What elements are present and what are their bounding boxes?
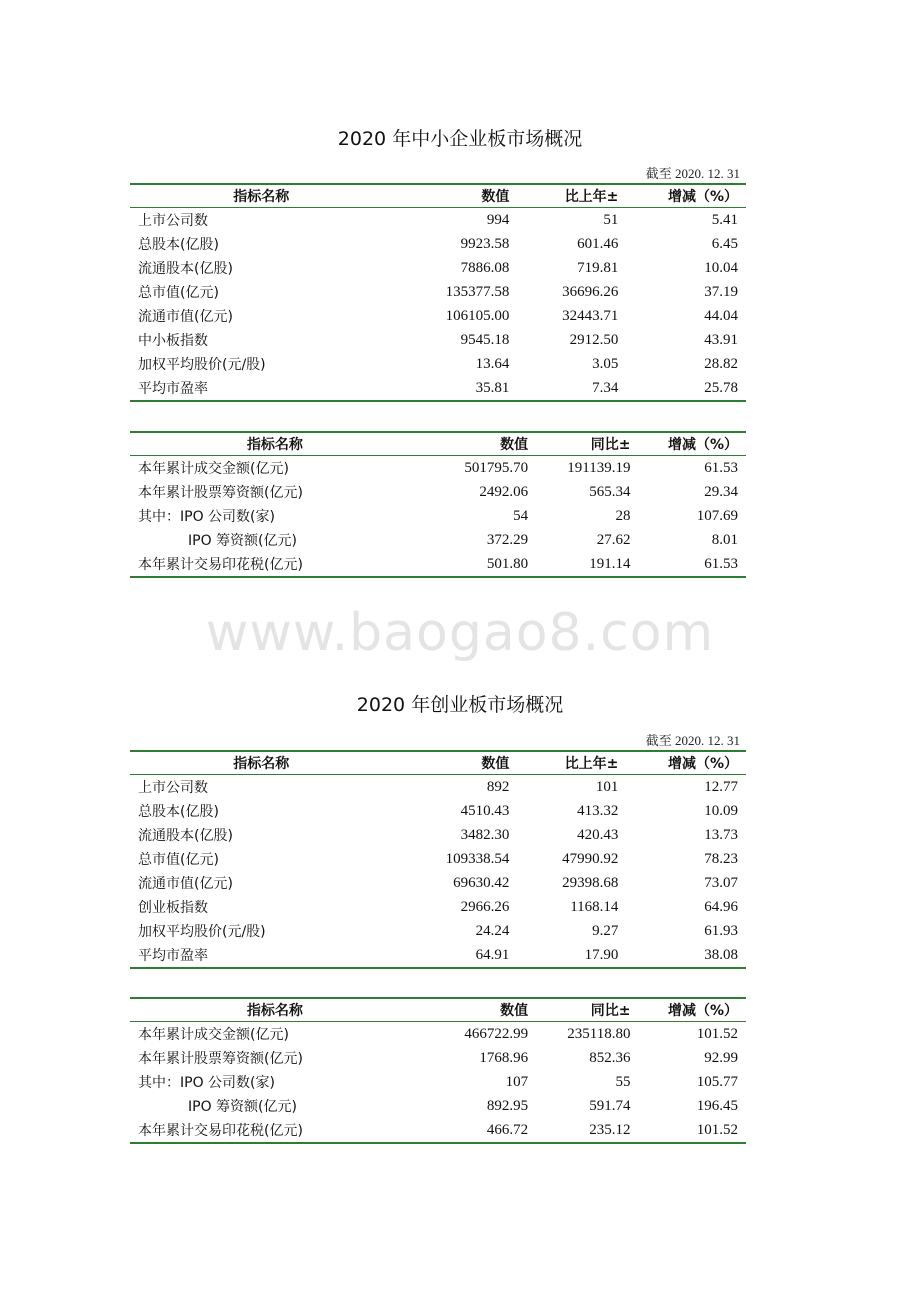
cell-value: 413.32 [577,802,619,819]
cell-value: 466722.99 [464,1025,529,1042]
cell-value: 3482.30 [460,826,510,843]
cell-value: 852.36 [589,1049,631,1066]
row-label: 平均市盈率 [138,381,208,397]
table-row [130,1118,746,1143]
column-header: 数值 [420,432,530,456]
table-row [130,328,746,352]
table-row [130,847,746,871]
header-row [130,184,746,208]
cell-value: 9.27 [592,922,619,939]
table-row [130,232,746,256]
sme-trading-table [130,431,746,578]
cell-value: 994 [486,211,510,228]
cell-value: 196.45 [696,1097,738,1114]
cell-value: 64.91 [475,946,510,963]
cell-value: 9545.18 [460,331,510,348]
row-label: 本年累计交易印花税(亿元) [138,1123,303,1139]
sme-title: 2020 年中小企业板市场概况 [337,128,583,150]
row-label: 上市公司数 [138,780,208,796]
table-row [130,552,746,577]
column-header: 数值 [393,184,512,208]
row-label: 本年累计股票筹资额(亿元) [138,1051,303,1067]
gem-market-table [130,750,746,969]
table-row [130,480,746,504]
row-label: 总市值(亿元) [138,285,219,301]
row-label: 创业板指数 [138,900,208,916]
cell-value: 565.34 [589,483,631,500]
cell-value: 29.34 [704,483,738,500]
cell-value: 420.43 [577,826,619,843]
table-row [130,943,746,968]
table-row [130,256,746,280]
column-header: 指标名称 [130,751,393,775]
cell-value: 61.53 [704,555,738,572]
column-header: 比上年± [511,751,620,775]
cell-value: 591.74 [589,1097,631,1114]
cell-value: 3.05 [592,355,619,372]
cell-value: 2966.26 [460,898,510,915]
header-row [130,751,746,775]
column-header: 增减（%） [620,751,746,775]
cell-value: 2912.50 [569,331,619,348]
cell-value: 51 [603,211,619,228]
cell-value: 6.45 [711,235,738,252]
table-row [130,1022,746,1047]
cell-value: 17.90 [584,946,619,963]
column-header: 指标名称 [130,998,420,1022]
cell-value: 892.95 [486,1097,529,1114]
cell-value: 501.80 [486,555,529,572]
row-label: IPO 筹资额(亿元) [188,533,297,549]
cell-value: 73.07 [704,874,738,891]
cell-value: 12.77 [704,778,738,795]
cell-value: 101.52 [696,1121,738,1138]
cell-value: 61.53 [704,459,738,476]
row-label: 总股本(亿股) [138,804,219,820]
column-header: 数值 [393,751,512,775]
column-header: 比上年± [511,184,620,208]
cell-value: 101 [595,778,619,795]
cell-value: 35.81 [475,379,510,396]
table-row [130,799,746,823]
cell-value: 235118.80 [567,1025,631,1042]
cell-value: 36696.26 [562,283,619,300]
cell-value: 8.01 [711,531,738,548]
cell-value: 28 [615,507,631,524]
table-row [130,352,746,376]
row-label: 本年累计交易印花税(亿元) [138,557,303,573]
cell-value: 47990.92 [562,850,619,867]
cell-value: 38.08 [704,946,738,963]
sme-market-table [130,183,746,402]
row-label: 上市公司数 [138,213,208,229]
table-row [130,528,746,552]
table-row [130,280,746,304]
cell-value: 135377.58 [445,283,510,300]
cell-value: 28.82 [704,355,738,372]
row-label: 其中：IPO 公司数(家) [138,1075,275,1091]
watermark: www.baogao8.com [205,603,715,663]
row-label: 总市值(亿元) [138,852,219,868]
cell-value: 107 [505,1073,529,1090]
cell-value: 1768.96 [479,1049,529,1066]
cell-value: 37.19 [704,283,738,300]
cell-value: 44.04 [704,307,738,324]
table-row [130,823,746,847]
row-label: 中小板指数 [138,333,208,349]
column-header: 指标名称 [130,432,420,456]
table-row [130,456,746,481]
table-row [130,1094,746,1118]
header-row [130,998,746,1022]
cell-value: 32443.71 [562,307,619,324]
cell-value: 372.29 [486,531,529,548]
cell-value: 54 [513,507,529,524]
cell-value: 719.81 [577,259,619,276]
row-label: 加权平均股价(元/股) [138,924,266,940]
cell-value: 109338.54 [445,850,510,867]
cell-value: 13.73 [704,826,738,843]
cell-value: 27.62 [596,531,631,548]
cell-value: 892 [486,778,510,795]
gem-table-2-container [130,997,746,1144]
table-row [130,376,746,401]
gem-asof-date: 截至 2020. 12. 31 [645,733,740,748]
cell-value: 69630.42 [453,874,510,891]
gem-table-1-container [130,750,746,969]
cell-value: 466.72 [486,1121,529,1138]
gem-title: 2020 年创业板市场概况 [356,694,564,716]
table-row [130,895,746,919]
row-label: 本年累计成交金额(亿元) [138,461,289,477]
cell-value: 10.04 [704,259,738,276]
cell-value: 501795.70 [464,459,529,476]
table-row [130,1070,746,1094]
row-label: 流通市值(亿元) [138,876,233,892]
cell-value: 191139.19 [567,459,631,476]
table-row [130,1046,746,1070]
cell-value: 1168.14 [570,898,619,915]
cell-value: 29398.68 [562,874,619,891]
gem-trading-table [130,997,746,1144]
cell-value: 106105.00 [445,307,510,324]
cell-value: 7.34 [592,379,619,396]
table-row [130,919,746,943]
table-row [130,208,746,233]
row-label: 加权平均股价(元/股) [138,357,266,373]
cell-value: 9923.58 [460,235,510,252]
row-label: 流通股本(亿股) [138,261,233,277]
cell-value: 235.12 [589,1121,631,1138]
cell-value: 25.78 [704,379,738,396]
sme-table-2-container [130,431,746,578]
column-header: 同比± [530,998,632,1022]
column-header: 增减（%） [632,432,746,456]
cell-value: 2492.06 [479,483,529,500]
column-header: 指标名称 [130,184,393,208]
cell-value: 78.23 [704,850,738,867]
row-label: 流通股本(亿股) [138,828,233,844]
column-header: 数值 [420,998,530,1022]
cell-value: 191.14 [589,555,631,572]
row-label: 其中：IPO 公司数(家) [138,509,275,525]
row-label: 本年累计股票筹资额(亿元) [138,485,303,501]
row-label: IPO 筹资额(亿元) [188,1099,297,1115]
table-row [130,504,746,528]
cell-value: 7886.08 [460,259,510,276]
cell-value: 13.64 [475,355,510,372]
cell-value: 10.09 [704,802,738,819]
table-row [130,871,746,895]
header-row [130,432,746,456]
cell-value: 601.46 [577,235,619,252]
cell-value: 24.24 [475,922,510,939]
cell-value: 101.52 [696,1025,738,1042]
row-label: 本年累计成交金额(亿元) [138,1027,289,1043]
column-header: 增减（%） [620,184,746,208]
cell-value: 105.77 [696,1073,738,1090]
sme-asof-date: 截至 2020. 12. 31 [645,166,740,181]
table-row [130,775,746,800]
table-row [130,304,746,328]
column-header: 同比± [530,432,632,456]
row-label: 流通市值(亿元) [138,309,233,325]
cell-value: 64.96 [704,898,738,915]
row-label: 平均市盈率 [138,948,208,964]
cell-value: 55 [615,1073,631,1090]
cell-value: 4510.43 [460,802,510,819]
cell-value: 43.91 [704,331,738,348]
cell-value: 107.69 [696,507,738,524]
sme-table-1-container [130,183,746,402]
column-header: 增减（%） [632,998,746,1022]
cell-value: 61.93 [704,922,738,939]
row-label: 总股本(亿股) [138,237,219,253]
cell-value: 92.99 [704,1049,738,1066]
cell-value: 5.41 [711,211,738,228]
